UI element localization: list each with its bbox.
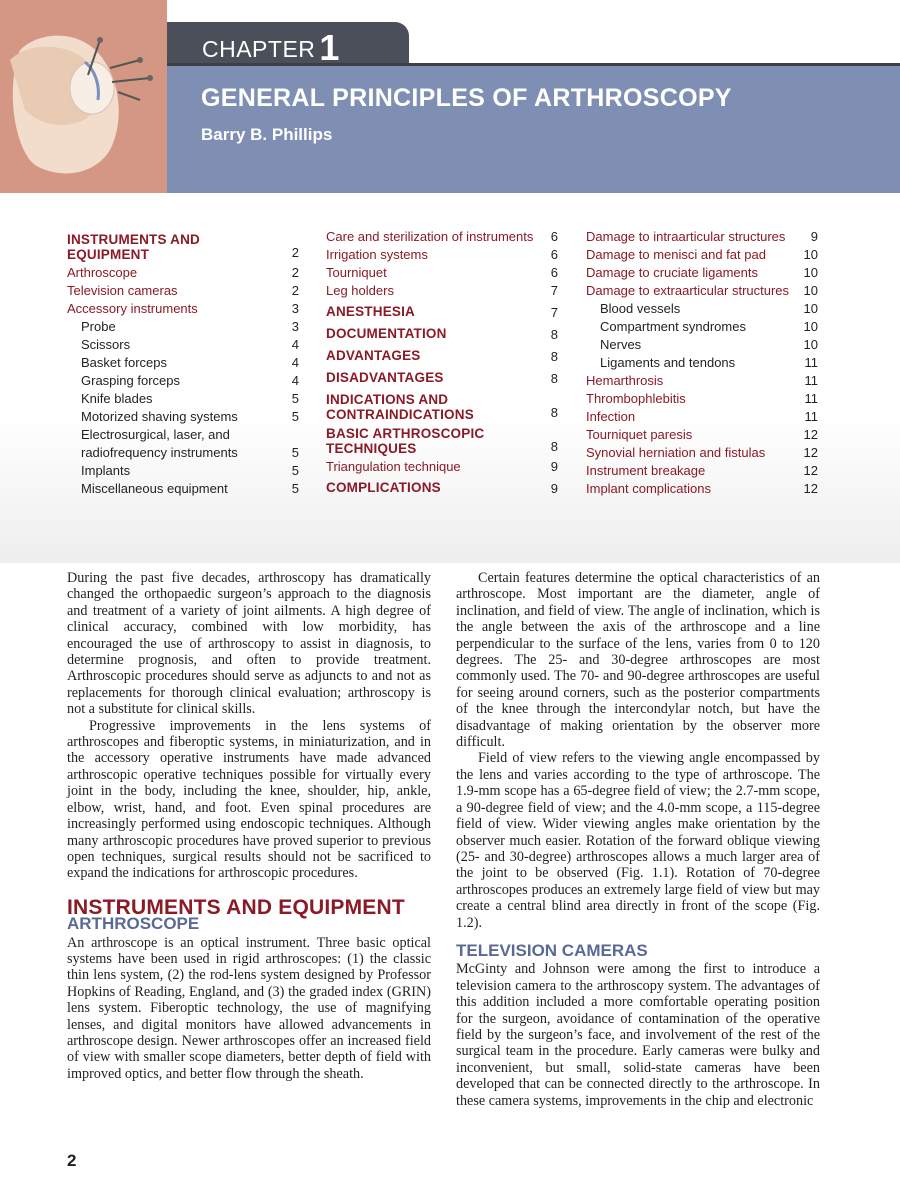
toc-entry[interactable] — [326, 426, 558, 456]
toc-entry-page: 12 — [803, 463, 818, 478]
toc-entry-title: Arthroscope — [67, 265, 138, 280]
paragraph: During the past five decades, arthroscopy has dramatically changed the orthopaedic surgeon’s approach to the diagnosis and treatment of a variety of joint ailments. A high degree of clinical accuracy, combined with low morbidity, has encouraged the use of arthroscopy to assist in diagnosis, to determine prognosis, and often to provide treatment. Arthroscopic procedures should serve as adjuncts to and not as replacements for thorough clinical evaluation; arthroscopy is not a substitute for clinical skills. — [67, 570, 431, 718]
subsection-heading: TELEVISION CAMERAS — [456, 940, 648, 960]
toc-entry-page: 5 — [291, 409, 299, 424]
toc-entry-page: 4 — [291, 373, 299, 388]
toc-entry[interactable] — [326, 348, 558, 366]
toc-entry[interactable] — [586, 390, 818, 408]
toc-entry-title: Tourniquet paresis — [586, 427, 693, 442]
toc-entry-page: 11 — [804, 355, 818, 370]
toc-entry-title: INSTRUMENTS AND EQUIPMENT — [67, 232, 200, 262]
toc-entry-page: 3 — [291, 301, 299, 316]
toc-entry-page: 10 — [803, 301, 818, 316]
toc-entry-title: Ligaments and tendons — [600, 355, 736, 370]
toc-entry-page: 11 — [804, 409, 818, 424]
toc-entry-title: Damage to intraarticular structures — [586, 229, 786, 244]
chapter-title: GENERAL PRINCIPLES OF ARTHROSCOPY — [201, 84, 732, 112]
toc-entry-page: 10 — [803, 265, 818, 280]
toc-entry[interactable] — [326, 228, 558, 246]
toc-entry-page: 2 — [291, 265, 299, 280]
toc-entry-title: Motorized shaving systems — [81, 409, 238, 424]
toc-entry-page: 2 — [291, 245, 299, 260]
toc-entry-page: 7 — [550, 283, 558, 298]
toc-entry-title: DOCUMENTATION — [326, 326, 447, 341]
toc-entry-page: 5 — [291, 481, 299, 496]
paragraph: Field of view refers to the viewing angle encompassed by the lens and varies according to the type of arthroscope. The 1.9-mm scope has a 65-degree field of view; the 2.7-mm scope, a 90-degree field of view; and the 4.0-mm scope, a 115-degree field of view. Wider viewing angles make orientation by the observer much easier. Rotation of the forward oblique viewing (25- and 30-degree) arthroscopes allows a much larger area of the joint to be observed (Fig. 1.1). Rotation of 70-degree arthroscopes produces an extremely large field of view but may create a central blind area directly in front of the scope (Fig. 1.2). — [456, 750, 820, 931]
toc-entry-title: Hemarthrosis — [586, 373, 664, 388]
chapter-number: 1 — [319, 27, 340, 68]
paragraph: McGinty and Johnson were among the first to introduce a television camera to the arthroscopy system. The advantages of this addition included a more comfortable operating position for the surgeon, avoidance of contamination of the operative field by the surgeon’s face, and involvement of the rest of the surgical team in the procedure. Early cameras were bulky and inconvenient, but small, solid-state cameras have been developed that can be connected directly to the arthroscope. In these camera systems, improvements in the chip and electronic — [456, 961, 820, 1109]
toc-entry-page: 8 — [550, 349, 558, 364]
toc-entry-title: Knife blades — [81, 391, 153, 406]
toc-entry[interactable] — [67, 354, 299, 372]
toc-entry-title: Miscellaneous equipment — [81, 481, 228, 496]
toc-entry-title: Damage to extraarticular structures — [586, 283, 790, 298]
toc-entry-page: 10 — [803, 337, 818, 352]
toc-entry[interactable] — [326, 246, 558, 264]
toc-entry[interactable] — [586, 408, 818, 426]
toc-entry[interactable] — [586, 246, 818, 264]
toc-entry[interactable] — [67, 408, 299, 426]
toc-entry-title: Probe — [81, 319, 116, 334]
toc-entry-title: Compartment syndromes — [600, 319, 746, 334]
toc-entry-page: 5 — [291, 463, 299, 478]
toc-entry-page: 8 — [550, 439, 558, 454]
toc-entry-page: 6 — [550, 247, 558, 262]
toc-entry-title: Infection — [586, 409, 636, 424]
toc-entry-page: 12 — [803, 427, 818, 442]
paragraph: Certain features determine the optical characteristics of an arthroscope. Most important are the diameter, angle of inclination, and field of view. The angle of inclination, which is the angle between the axis of the arthroscope and a line perpendicular to the surface of the lens, varies from 0 to 120 degrees. The 25- and 30-degree arthroscopes are most commonly used. The 70- and 90-degree arthroscopes are useful for seeing around corners, such as the posterior compartments of the knee through the intercondylar notch, but have the disadvantage of making orientation by the observer more difficult. — [456, 570, 820, 751]
toc-entry-title: Blood vessels — [600, 301, 681, 316]
toc-entry[interactable] — [326, 480, 558, 498]
toc-entry[interactable] — [586, 336, 818, 354]
toc-entry[interactable] — [326, 458, 558, 476]
shoulder-arthroscopy-illustration — [0, 0, 167, 193]
toc-entry-title: DISADVANTAGES — [326, 370, 444, 385]
toc-entry-title: Electrosurgical, laser, and radiofrequency instruments — [81, 427, 238, 460]
toc-entry-title: Triangulation technique — [326, 459, 461, 474]
toc-entry-title: Television cameras — [67, 283, 178, 298]
toc-entry-title: Scissors — [81, 337, 131, 352]
toc-entry-page: 10 — [803, 319, 818, 334]
toc-entry-page: 10 — [803, 247, 818, 262]
toc-entry-title: Thrombophlebitis — [586, 391, 686, 406]
subsection-heading: ARTHROSCOPE — [67, 914, 200, 934]
toc-entry[interactable] — [67, 318, 299, 336]
toc-entry-page: 11 — [804, 391, 818, 406]
toc-entry[interactable] — [326, 326, 558, 344]
toc-entry-title: Care and sterilization of instruments — [326, 229, 534, 244]
body-right-column — [456, 570, 820, 1109]
toc-entry-page: 8 — [550, 405, 558, 420]
toc-entry[interactable] — [67, 336, 299, 354]
toc-entry[interactable] — [67, 462, 299, 480]
toc-entry-page: 6 — [550, 265, 558, 280]
toc-entry-title: Tourniquet — [326, 265, 387, 280]
toc-entry-page: 5 — [291, 445, 299, 460]
toc-entry[interactable] — [67, 426, 299, 462]
toc-entry[interactable] — [586, 300, 818, 318]
toc-entry-title: Instrument breakage — [586, 463, 706, 478]
toc-entry-title: ADVANTAGES — [326, 348, 421, 363]
toc-entry[interactable] — [586, 462, 818, 480]
toc-entry-page: 12 — [803, 445, 818, 460]
toc-entry[interactable] — [67, 232, 299, 262]
toc-entry[interactable] — [67, 282, 299, 300]
toc-column-3 — [586, 228, 818, 498]
toc-entry-page: 3 — [291, 319, 299, 334]
toc-entry-title: COMPLICATIONS — [326, 480, 441, 495]
toc-entry[interactable] — [586, 372, 818, 390]
toc-entry-title: Implants — [81, 463, 131, 478]
author-name: Barry B. Phillips — [201, 125, 333, 144]
toc-entry-page: 8 — [550, 371, 558, 386]
toc-entry[interactable] — [586, 426, 818, 444]
toc-entry[interactable] — [326, 282, 558, 300]
toc-entry-page: 12 — [803, 481, 818, 496]
toc-entry-title: Synovial herniation and fistulas — [586, 445, 766, 460]
toc-entry-page: 9 — [550, 481, 558, 496]
toc-column-2 — [326, 228, 558, 500]
toc-entry-title: ANESTHESIA — [326, 304, 416, 319]
toc-entry[interactable] — [586, 480, 818, 498]
toc-entry[interactable] — [586, 264, 818, 282]
toc-entry-page: 2 — [291, 283, 299, 298]
toc-entry[interactable] — [67, 390, 299, 408]
toc-entry-title: Basket forceps — [81, 355, 167, 370]
toc-entry-title: Leg holders — [326, 283, 394, 298]
toc-entry-title: Grasping forceps — [81, 373, 180, 388]
toc-entry-title: BASIC ARTHROSCOPIC TECHNIQUES — [326, 426, 485, 456]
toc-entry[interactable] — [586, 354, 818, 372]
toc-entry-page: 9 — [550, 459, 558, 474]
toc-entry[interactable] — [67, 372, 299, 390]
toc-entry-page: 4 — [291, 337, 299, 352]
toc-entry[interactable] — [326, 392, 558, 422]
toc-entry[interactable] — [586, 318, 818, 336]
toc-entry[interactable] — [586, 228, 818, 246]
toc-entry-page: 7 — [550, 305, 558, 320]
toc-entry-title: INDICATIONS AND CONTRAINDICATIONS — [326, 392, 474, 422]
paragraph: Progressive improvements in the lens systems of arthroscopes and fiberoptic systems, in miniaturization, and in the accessory operative instruments have made advanced arthroscopic operative techniques possible for virtually every joint in the body, including the knee, shoulder, hip, ankle, elbow, wrist, hand, and foot. Even spinal procedures are increasingly performed using endoscopic techniques. Although many arthroscopic procedures have proved superior to previous open techniques, surgical results should not be sacrificed to expand the indications for arthroscopic procedures. — [67, 717, 431, 882]
toc-entry[interactable] — [326, 264, 558, 282]
toc-entry[interactable] — [326, 304, 558, 322]
toc-column-1 — [67, 228, 299, 498]
toc-entry-page: 6 — [550, 229, 558, 244]
section-heading: INSTRUMENTS AND EQUIPMENT — [67, 895, 405, 919]
toc-entry-page: 9 — [810, 229, 818, 244]
toc-entry-page: 5 — [291, 391, 299, 406]
body-left-column — [67, 570, 431, 1082]
chapter-label: CHAPTER 1 — [202, 27, 340, 68]
toc-entry-page: 11 — [804, 373, 818, 388]
toc-entry-page: 8 — [550, 327, 558, 342]
toc-entry[interactable] — [326, 370, 558, 388]
paragraph: An arthroscope is an optical instrument. Three basic optical systems have been used in rigid arthroscopes: (1) the classic thin lens system, (2) the rod-lens system designed by Professor Hopkins of Reading, England, and (3) the graded index (GRIN) lens system. Fiberoptic technology, the use of magnifying lenses, and digital monitors have allowed advancements in arthroscope design. Newer arthroscopes offer an increased field of view with smaller scope diameters, better depth of field with improved optics, and better flow through the sheath. — [67, 934, 431, 1082]
toc-entry-title: Irrigation systems — [326, 247, 428, 262]
page-number: 2 — [67, 1151, 77, 1170]
toc-entry-title: Damage to cruciate ligaments — [586, 265, 758, 280]
toc-entry-page: 4 — [291, 355, 299, 370]
toc-entry[interactable] — [67, 300, 299, 318]
toc-entry[interactable] — [586, 444, 818, 462]
toc-entry-title: Damage to menisci and fat pad — [586, 247, 766, 262]
toc-entry[interactable] — [586, 282, 818, 300]
toc-entry[interactable] — [67, 480, 299, 498]
toc-entry[interactable] — [67, 264, 299, 282]
toc-entry-page: 10 — [803, 283, 818, 298]
toc-entry-title: Implant complications — [586, 481, 711, 496]
toc-entry-title: Accessory instruments — [67, 301, 198, 316]
toc-entry-title: Nerves — [600, 337, 642, 352]
